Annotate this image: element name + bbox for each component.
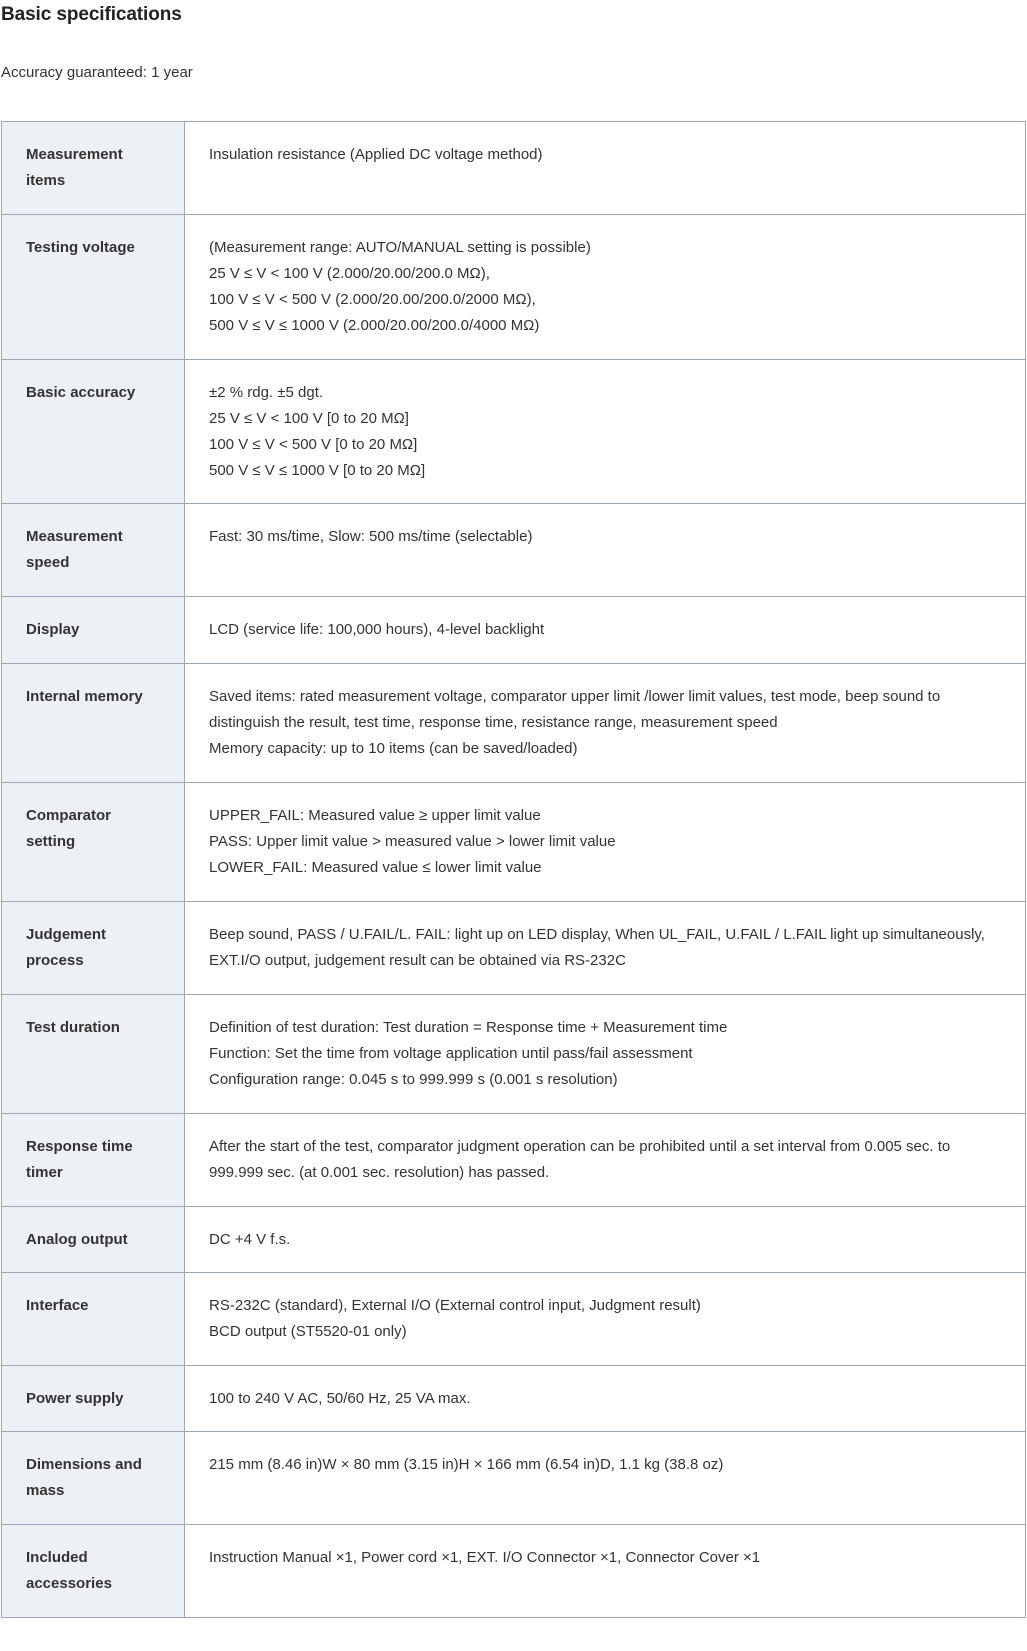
spec-value-line: LOWER_FAIL: Measured value ≤ lower limit value: [209, 859, 542, 876]
spec-value: [185, 1525, 1026, 1618]
spec-value-line: Insulation resistance (Applied DC voltage method): [209, 146, 543, 163]
table-row: [2, 1207, 1026, 1273]
spec-value-line: ±2 % rdg. ±5 dgt.: [209, 384, 324, 401]
spec-value-line: DC +4 V f.s.: [209, 1231, 291, 1248]
spec-label: Response time timer: [2, 1114, 185, 1207]
table-row: [2, 597, 1026, 664]
spec-value: [185, 1366, 1026, 1432]
spec-label: Measurement speed: [2, 504, 185, 597]
accuracy-note: Accuracy guaranteed: 1 year: [1, 64, 193, 81]
spec-value-line: 215 mm (8.46 in)W × 80 mm (3.15 in)H × 166 mm (6.54 in)D, 1.1 kg (38.8 oz): [209, 1456, 724, 1473]
spec-value: [185, 215, 1026, 360]
spec-value-line: 100 V ≤ V < 500 V [0 to 20 MΩ]: [209, 436, 418, 453]
spec-value: [185, 1114, 1026, 1207]
spec-value-line: Configuration range: 0.045 s to 999.999 s (0.001 s resolution): [209, 1071, 618, 1088]
table-row: [2, 122, 1026, 215]
table-row: [2, 1114, 1026, 1207]
spec-value: [185, 1432, 1026, 1525]
spec-label: Included accessories: [2, 1525, 185, 1618]
spec-value-line: Instruction Manual ×1, Power cord ×1, EXT. I/O Connector ×1, Connector Cover ×1: [209, 1549, 761, 1566]
page-title: Basic specifications: [1, 4, 182, 25]
table-row: [2, 995, 1026, 1114]
spec-value: [185, 360, 1026, 504]
spec-value-line: Fast: 30 ms/time, Slow: 500 ms/time (selectable): [209, 528, 533, 545]
spec-value-line: Beep sound, PASS / U.FAIL/L. FAIL: light up on LED display, When UL_FAIL, U.FAIL / L.FAIL light up simultaneously, EXT.I/O output, judgement result can be obtained via RS-232C: [209, 926, 985, 969]
table-row: [2, 1273, 1026, 1366]
spec-label: Testing voltage: [2, 215, 185, 360]
spec-value-line: Saved items: rated measurement voltage, comparator upper limit /lower limit values, test mode, beep sound to distinguish the result, test time, response time, resistance range, measurement speed: [209, 688, 941, 731]
table-row: [2, 1525, 1026, 1618]
spec-label: Measurement items: [2, 122, 185, 215]
table-row: [2, 360, 1026, 504]
spec-value-line: (Measurement range: AUTO/MANUAL setting is possible): [209, 239, 591, 256]
spec-label: Analog output: [2, 1207, 185, 1273]
spec-label: Interface: [2, 1273, 185, 1366]
table-row: [2, 504, 1026, 597]
table-row: [2, 783, 1026, 902]
spec-label: Judgement process: [2, 902, 185, 995]
spec-value-line: Definition of test duration: Test duration = Response time + Measurement time: [209, 1019, 728, 1036]
spec-value-line: Function: Set the time from voltage application until pass/fail assessment: [209, 1045, 693, 1062]
spec-value: [185, 122, 1026, 215]
spec-value: [185, 902, 1026, 995]
table-row: [2, 1432, 1026, 1525]
spec-value: [185, 1207, 1026, 1273]
spec-value: [185, 995, 1026, 1114]
table-row: [2, 1366, 1026, 1432]
spec-value-line: PASS: Upper limit value > measured value > lower limit value: [209, 833, 616, 850]
spec-value: [185, 783, 1026, 902]
spec-label: Comparator setting: [2, 783, 185, 902]
spec-value-line: RS-232C (standard), External I/O (External control input, Judgment result): [209, 1297, 701, 1314]
spec-value-line: 100 to 240 V AC, 50/60 Hz, 25 VA max.: [209, 1390, 471, 1407]
table-row: [2, 215, 1026, 360]
spec-label: Test duration: [2, 995, 185, 1114]
spec-value-line: Memory capacity: up to 10 items (can be saved/loaded): [209, 740, 578, 757]
spec-label: Power supply: [2, 1366, 185, 1432]
spec-value-line: BCD output (ST5520-01 only): [209, 1323, 407, 1340]
spec-value-line: After the start of the test, comparator judgment operation can be prohibited until a set interval from 0.005 sec. to 999.999 sec. (at 0.001 sec. resolution) has passed.: [209, 1138, 951, 1181]
spec-value-line: 500 V ≤ V ≤ 1000 V [0 to 20 MΩ]: [209, 462, 426, 479]
spec-table: [1, 121, 1026, 1618]
spec-label: Display: [2, 597, 185, 664]
spec-value-line: UPPER_FAIL: Measured value ≥ upper limit value: [209, 807, 541, 824]
spec-label: Dimensions and mass: [2, 1432, 185, 1525]
spec-value-line: 25 V ≤ V < 100 V (2.000/20.00/200.0 MΩ),: [209, 265, 490, 282]
spec-value-line: 500 V ≤ V ≤ 1000 V (2.000/20.00/200.0/4000 MΩ): [209, 317, 540, 334]
spec-value-line: LCD (service life: 100,000 hours), 4-level backlight: [209, 621, 545, 638]
table-row: [2, 664, 1026, 783]
spec-label: Internal memory: [2, 664, 185, 783]
spec-value-line: 100 V ≤ V < 500 V (2.000/20.00/200.0/2000 MΩ),: [209, 291, 536, 308]
spec-value: [185, 664, 1026, 783]
spec-value: [185, 597, 1026, 664]
spec-value: [185, 504, 1026, 597]
spec-value-line: 25 V ≤ V < 100 V [0 to 20 MΩ]: [209, 410, 409, 427]
spec-label: Basic accuracy: [2, 360, 185, 504]
table-row: [2, 902, 1026, 995]
spec-table-body: [2, 122, 1026, 1618]
spec-value: [185, 1273, 1026, 1366]
